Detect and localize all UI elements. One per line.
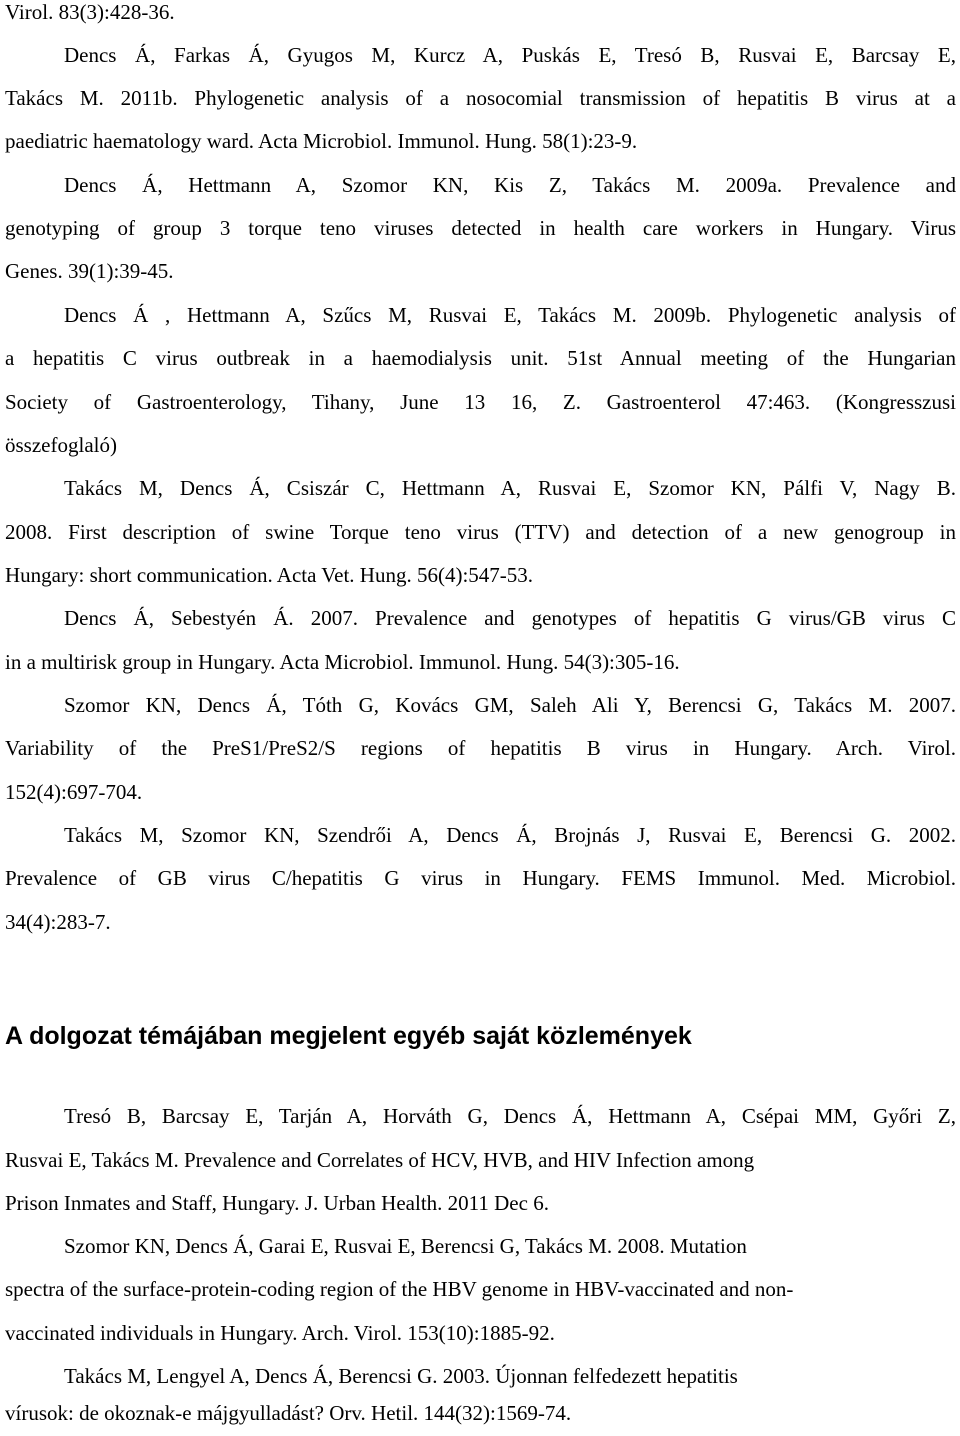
reference-line: Virol. 83(3):428-36. (5, 0, 175, 24)
publication-line: Prison Inmates and Staff, Hungary. J. Urban Health. 2011 Dec 6. (5, 1191, 549, 1215)
reference-line: Takács M. 2011b. Phylogenetic analysis of a nosocomial transmission of hepatitis B virus at a (5, 86, 956, 110)
reference-line: 34(4):283-7. (5, 910, 111, 934)
publication-line: Tresó B, Barcsay E, Tarján A, Horváth G, Dencs Á, Hettmann A, Csépai MM, Győri Z, (64, 1104, 956, 1128)
reference-line: genotyping of group 3 torque teno viruses detected in health care workers in Hungary. Virus (5, 216, 956, 240)
reference-line: paediatric haematology ward. Acta Microbiol. Immunol. Hung. 58(1):23-9. (5, 129, 638, 153)
reference-line: 2008. First description of swine Torque teno virus (TTV) and detection of a new genogroup in (5, 520, 956, 544)
reference-line: Society of Gastroenterology, Tihany, June 13 16, Z. Gastroenterol 47:463. (Kongresszusi (5, 390, 956, 414)
section-heading: A dolgozat témájában megjelent egyéb saját közlemények (5, 1022, 692, 1050)
publication-line: Rusvai E, Takács M. Prevalence and Correlates of HCV, HVB, and HIV Infection among (5, 1148, 755, 1172)
reference-line: Dencs Á, Hettmann A, Szomor KN, Kis Z, Takács M. 2009a. Prevalence and (64, 173, 956, 197)
reference-line: összefoglaló) (5, 433, 117, 457)
reference-line: Dencs Á , Hettmann A, Szűcs M, Rusvai E, Takács M. 2009b. Phylogenetic analysis of (64, 303, 956, 327)
reference-line: 152(4):697-704. (5, 780, 143, 804)
reference-line: a hepatitis C virus outbreak in a haemodialysis unit. 51st Annual meeting of the Hungarian (5, 346, 956, 370)
reference-line: Hungary: short communication. Acta Vet. Hung. 56(4):547-53. (5, 563, 534, 587)
reference-line: Genes. 39(1):39-45. (5, 259, 174, 283)
publication-line: vaccinated individuals in Hungary. Arch. Virol. 153(10):1885-92. (5, 1321, 555, 1345)
publication-line: spectra of the surface-protein-coding region of the HBV genome in HBV-vaccinated and non- (5, 1277, 794, 1301)
publication-line: Takács M, Lengyel A, Dencs Á, Berencsi G. 2003. Újonnan felfedezett hepatitis (64, 1364, 738, 1388)
publication-line: vírusok: de okoznak-e májgyulladást? Orv. Hetil. 144(32):1569-74. (5, 1401, 572, 1425)
publication-line: Szomor KN, Dencs Á, Garai E, Rusvai E, Berencsi G, Takács M. 2008. Mutation (64, 1234, 747, 1258)
reference-line: Szomor KN, Dencs Á, Tóth G, Kovács GM, Saleh Ali Y, Berencsi G, Takács M. 2007. (64, 693, 956, 717)
reference-line: in a multirisk group in Hungary. Acta Microbiol. Immunol. Hung. 54(3):305-16. (5, 650, 680, 674)
reference-line: Dencs Á, Sebestyén Á. 2007. Prevalence and genotypes of hepatitis G virus/GB virus C (64, 606, 956, 630)
reference-line: Takács M, Szomor KN, Szendrői A, Dencs Á, Brojnás J, Rusvai E, Berencsi G. 2002. (64, 823, 956, 847)
reference-line: Variability of the PreS1/PreS2/S regions of hepatitis B virus in Hungary. Arch. Virol. (5, 736, 956, 760)
reference-line: Dencs Á, Farkas Á, Gyugos M, Kurcz A, Puskás E, Tresó B, Rusvai E, Barcsay E, (64, 43, 956, 67)
reference-line: Prevalence of GB virus C/hepatitis G virus in Hungary. FEMS Immunol. Med. Microbiol. (5, 866, 956, 890)
reference-line: Takács M, Dencs Á, Csiszár C, Hettmann A, Rusvai E, Szomor KN, Pálfi V, Nagy B. (64, 476, 956, 500)
